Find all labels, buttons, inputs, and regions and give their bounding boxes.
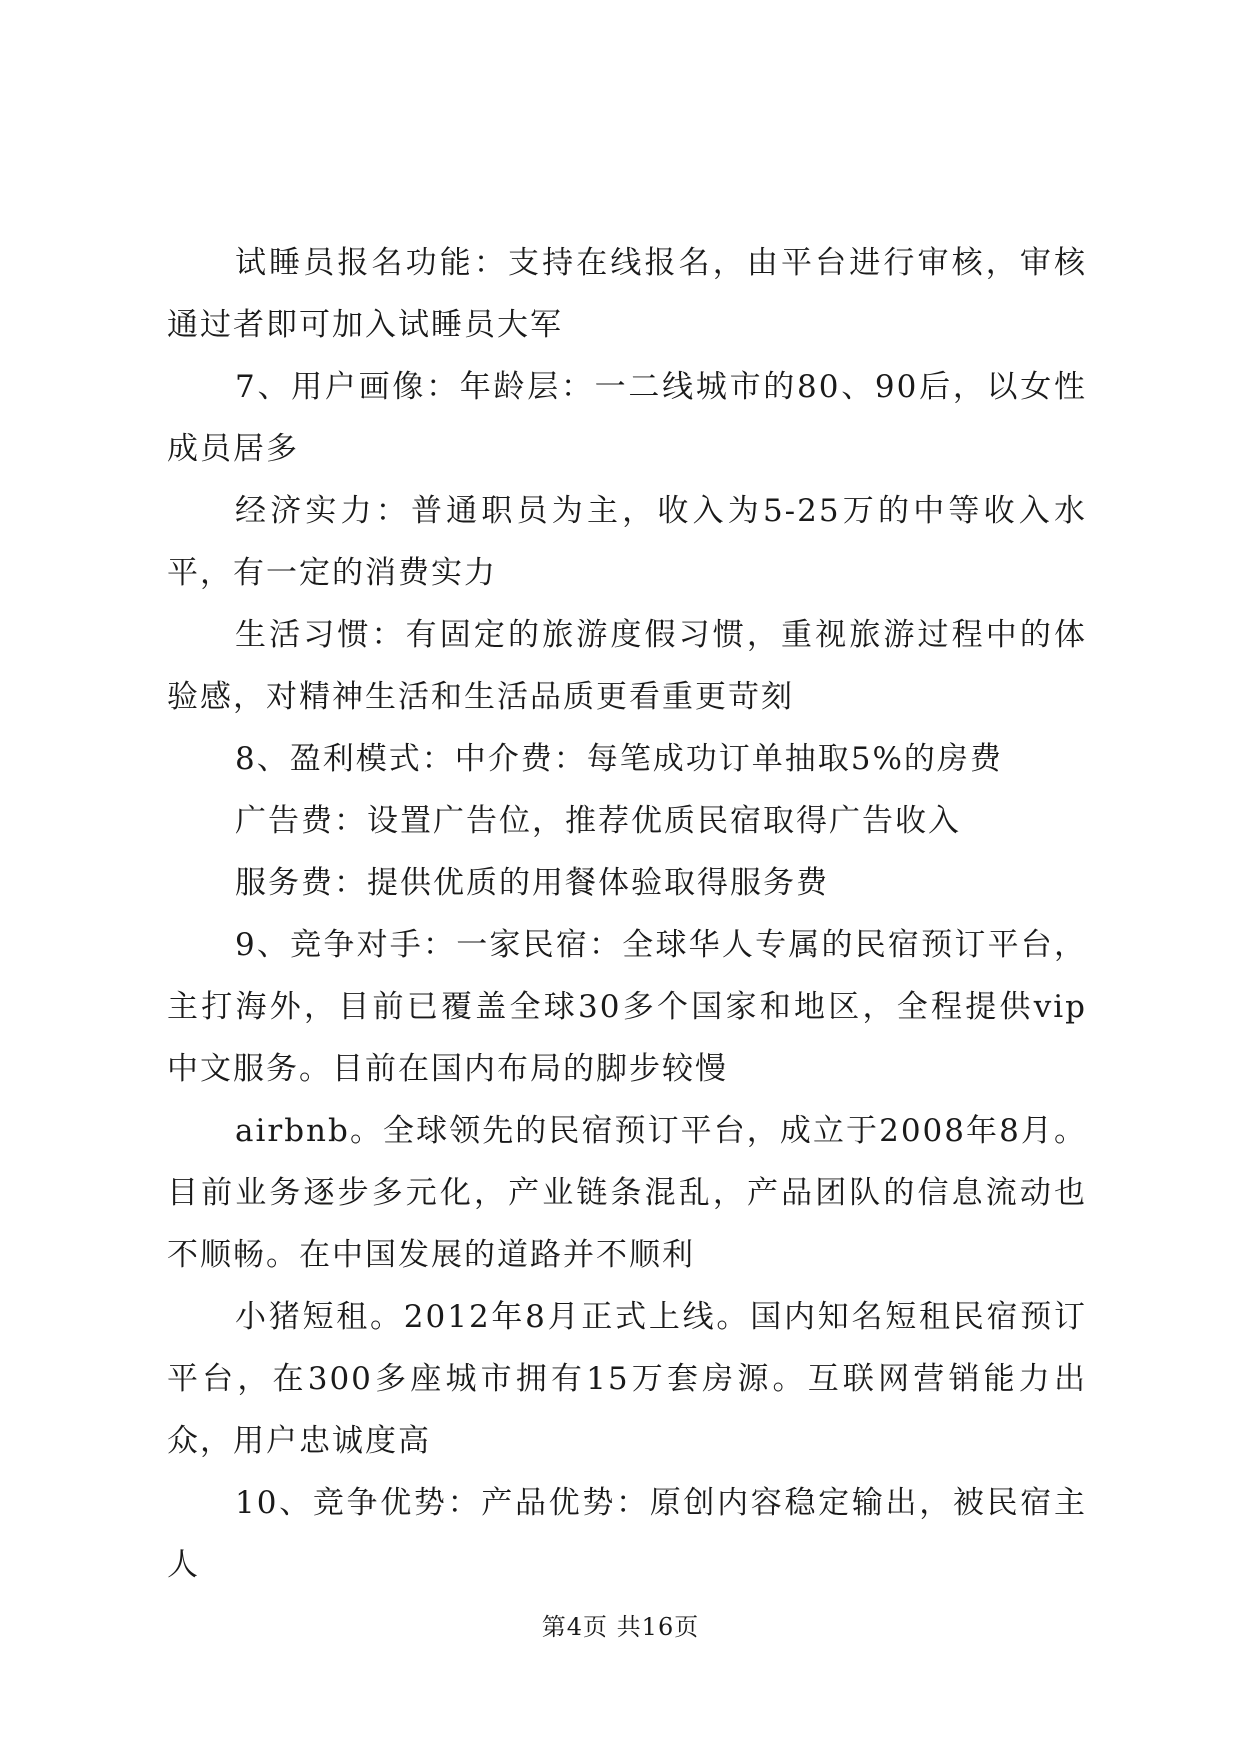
page-number-label: 第4页 共16页: [541, 1613, 700, 1641]
paragraph-competitors: 9、竞争对手：一家民宿：全球华人专属的民宿预订平台，主打海外，目前已覆盖全球30多个国家和地区，全程提供vip中文服务。目前在国内布局的脚步较慢: [167, 927, 1087, 1087]
paragraph-economic-strength: 经济实力：普通职员为主，收入为5-25万的中等收入水平，有一定的消费实力: [167, 493, 1087, 591]
paragraph-ad-fee: 广告费：设置广告位，推荐优质民宿取得广告收入: [235, 803, 961, 839]
paragraph-user-profile: 7、用户画像：年龄层：一二线城市的80、90后，以女性成员居多: [167, 369, 1087, 467]
paragraph-xiaozhu: 小猪短租。2012年8月正式上线。国内知名短租民宿预订平台，在300多座城市拥有15万套房源。互联网营销能力出众，用户忠诚度高: [167, 1299, 1087, 1459]
paragraph-competitive-advantage: 10、竞争优势：产品优势：原创内容稳定输出，被民宿主人: [167, 1485, 1087, 1583]
paragraph-tester-signup: 试睡员报名功能：支持在线报名，由平台进行审核，审核通过者即可加入试睡员大军: [167, 245, 1087, 343]
document-body: [167, 232, 1087, 1596]
paragraph-airbnb: airbnb。全球领先的民宿预订平台，成立于2008年8月。目前业务逐步多元化，产业链条混乱，产品团队的信息流动也不顺畅。在中国发展的道路并不顺利: [167, 1113, 1087, 1273]
page-footer: [0, 1612, 1241, 1642]
paragraph-profit-model: 8、盈利模式：中介费：每笔成功订单抽取5%的房费: [235, 741, 1003, 777]
paragraph-living-habits: 生活习惯：有固定的旅游度假习惯，重视旅游过程中的体验感，对精神生活和生活品质更看重更苛刻: [167, 617, 1087, 715]
paragraph-service-fee: 服务费：提供优质的用餐体验取得服务费: [235, 865, 829, 901]
